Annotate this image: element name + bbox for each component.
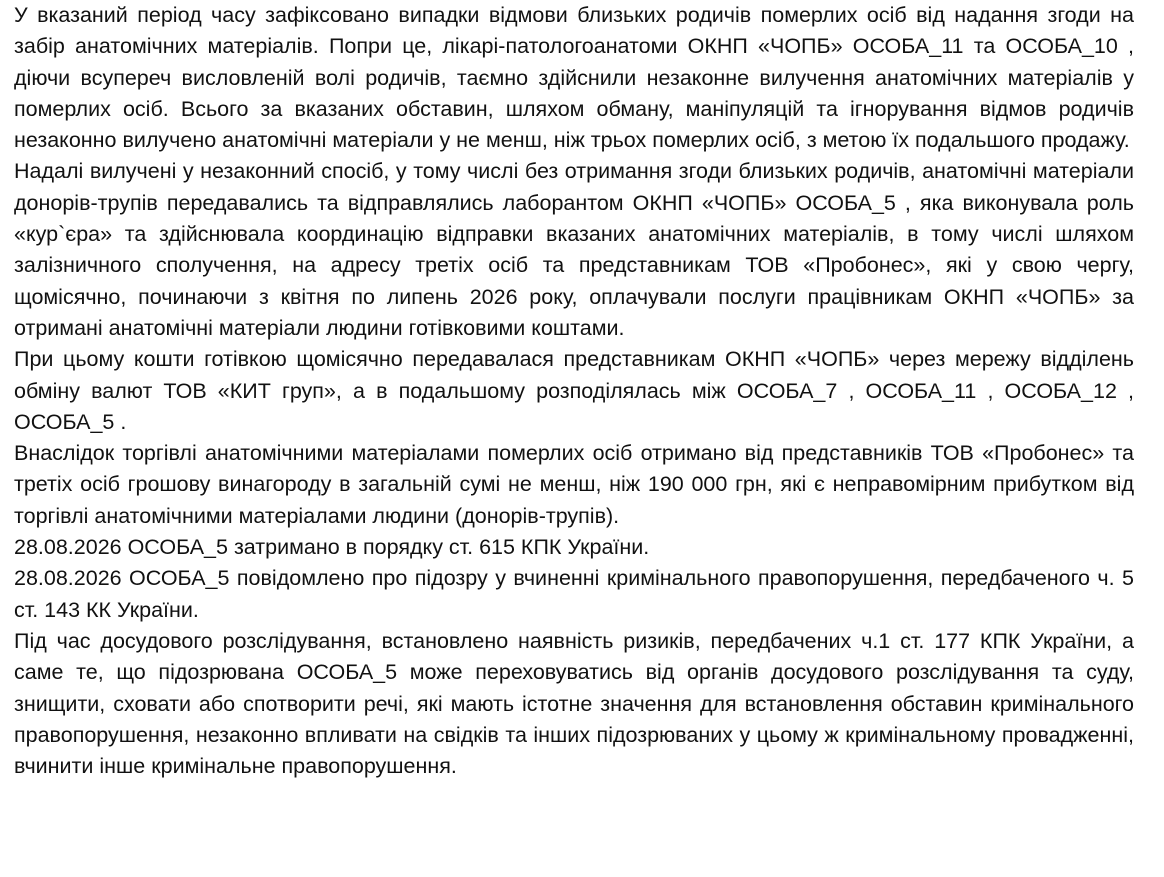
document-body (14, 0, 1134, 782)
paragraph-refusal-and-removal: У вказаний період часу зафіксовано випадки відмови близьких родичів померлих осіб від надання згоди на забір анатомічних матеріалів. Попри це, лікарі-патологоанатоми ОКНП «ЧОПБ» ОСОБА_11 та ОСОБА_10 , діючи всупереч висловленій волі родичів, таємно здійснили незаконне вилучення анатомічних матеріалів у померлих осіб. Всього за вказаних обставин, шляхом обману, маніпуляцій та ігнорування відмов родичів незаконно вилучено анатомічні матеріали у не менш, ніж трьох померлих осіб, з метою їх подальшого продажу. (14, 3, 1134, 153)
paragraph-courier-and-payments: Надалі вилучені у незаконний спосіб, у тому числі без отримання згоди близьких родичів, анатомічні матеріали донорів-трупів передавались та відправлялись лаборантом ОКНП «ЧОПБ» ОСОБА_5 , яка виконувала роль «кур`єра» та здійснювала координацію відправки вказаних анатомічних матеріалів, в тому числі шляхом залізничного сполучення, на адресу третіх осіб та представникам ТОВ «Пробонес», які у свою чергу, щомісячно, починаючи з квітня по липень 2026 року, оплачували послуги працівникам ОКНП «ЧОПБ» за отримані анатомічні матеріали людини готівковими коштами. (14, 159, 1134, 340)
paragraph-notice-of-suspicion: 28.08.2026 ОСОБА_5 повідомлено про підозру у вчиненні кримінального правопорушення, передбаченого ч. 5 ст. 143 КК України. (14, 566, 1134, 622)
paragraph-cash-distribution: При цьому кошти готівкою щомісячно передавалася представникам ОКНП «ЧОПБ» через мережу відділень обміну валют ТОВ «КИТ груп», а в подальшому розподілялась між ОСОБА_7 , ОСОБА_11 , ОСОБА_12 , ОСОБА_5 . (14, 347, 1134, 434)
paragraph-detention: 28.08.2026 ОСОБА_5 затримано в порядку ст. 615 КПК України. (14, 535, 650, 560)
paragraph-illegal-profit: Внаслідок торгівлі анатомічними матеріалами померлих осіб отримано від представників ТОВ «Пробонес» та третіх осіб грошову винагороду в загальній сумі не менш, ніж 190 000 грн, які є неправомірним прибутком від торгівлі анатомічними матеріалами людини (донорів-трупів). (14, 441, 1134, 528)
paragraph-risks: Під час досудового розслідування, встановлено наявність ризиків, передбачених ч.1 ст. 177 КПК України, а саме те, що підозрювана ОСОБА_5 може переховуватись від органів досудового розслідування та суду, знищити, сховати або спотворити речі, які мають істотне значення для встановлення обставин кримінального правопорушення, незаконно впливати на свідків та інших підозрюваних у цьому ж кримінальному провадженні, вчинити інше кримінальне правопорушення. (14, 628, 1134, 779)
